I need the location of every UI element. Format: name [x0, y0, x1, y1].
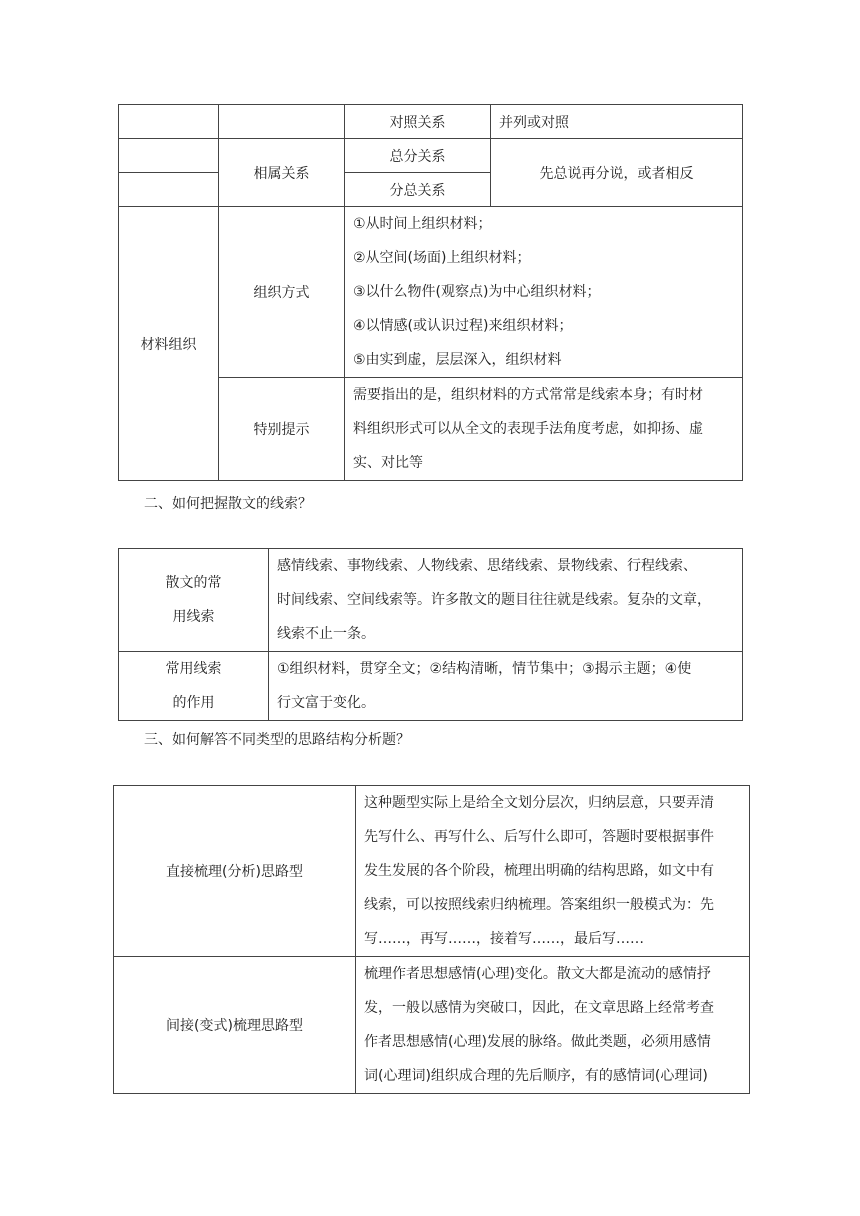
group-cell-top: [119, 105, 219, 139]
sub-cell-fenzong: 分总关系: [345, 173, 491, 207]
method-item: ②从空间(场面)上组织材料；: [353, 250, 531, 266]
group-cell-cailiao: 材料组织: [119, 207, 219, 481]
text-line: 线索不止一条。: [277, 626, 375, 642]
label-line: 散文的常: [165, 575, 222, 591]
method-item: ③以什么物件(观察点)为中心组织材料；: [353, 284, 601, 300]
clue-function-text: [269, 652, 743, 721]
group-cell-top-cont: [119, 139, 219, 173]
empty-mid-cell: [219, 105, 345, 139]
material-organization-table: [118, 104, 743, 481]
label-cell-indirect: 间接(变式)梳理思路型: [114, 957, 356, 1094]
text-line: 发，一般以感情为突破口，因此，在文章思路上经常考查: [364, 1000, 714, 1016]
text-line: ①组织材料，贯穿全文；②结构清晰，情节集中；③揭示主题；④使: [277, 661, 692, 677]
indirect-type-text: [356, 957, 750, 1094]
mid-cell-xiangshu: 相属关系: [219, 139, 345, 207]
desc-cell-duizhao: 并列或对照: [491, 105, 743, 139]
text-line: 感情线索、事物线索、人物线索、思绪线索、景物线索、行程线索、: [277, 558, 697, 574]
special-note-text: [345, 378, 743, 481]
sub-cell-zongfen: 总分关系: [345, 139, 491, 173]
group-cell-top-cont2: [119, 173, 219, 207]
method-item: ④以情感(或认识过程)来组织材料；: [353, 318, 573, 334]
text-line: 线索，可以按照线索归纳梳理。答案组织一般模式为：先: [364, 897, 714, 913]
common-clues-text: [269, 549, 743, 652]
label-cell-direct: 直接梳理(分析)思路型: [114, 786, 356, 957]
label-line: 用线索: [172, 609, 215, 625]
text-line: 料组织形式可以从全文的表现手法角度考虑，如抑扬、虚: [353, 421, 703, 437]
structure-analysis-table: [113, 785, 750, 1094]
organize-methods-list: [345, 207, 743, 378]
method-item: ⑤由实到虚，层层深入，组织材料: [353, 352, 562, 368]
section-heading-3: 三、如何解答不同类型的思路结构分析题？: [144, 732, 410, 748]
text-line: 作者思想感情(心理)发展的脉络。做此类题，必须用感情: [364, 1034, 711, 1050]
label-line: 常用线索: [165, 661, 222, 677]
text-line: 发生发展的各个阶段，梳理出明确的结构思路，如文中有: [364, 863, 714, 879]
text-line: 这种题型实际上是给全文划分层次，归纳层意，只要弄清: [364, 795, 714, 811]
method-item: ①从时间上组织材料；: [353, 216, 492, 232]
text-line: 实、对比等: [353, 455, 423, 471]
prose-clues-table: [118, 548, 743, 721]
mid-cell-tebie: 特别提示: [219, 378, 345, 481]
direct-type-text: [356, 786, 750, 957]
desc-cell-xiangshu: 先总说再分说，或者相反: [491, 139, 743, 207]
label-line: 的作用: [172, 695, 215, 711]
text-line: 写……，再写……，接着写……，最后写……: [364, 931, 644, 947]
text-line: 梳理作者思想感情(心理)变化。散文大都是流动的感情抒: [364, 966, 711, 982]
label-cell-common-clues: [119, 549, 269, 652]
mid-cell-zuzhi: 组织方式: [219, 207, 345, 378]
sub-cell-duizhao: 对照关系: [345, 105, 491, 139]
text-line: 行文富于变化。: [277, 695, 375, 711]
label-cell-clue-function: [119, 652, 269, 721]
text-line: 词(心理词)组织成合理的先后顺序，有的感情词(心理词): [364, 1068, 708, 1084]
section-heading-2: 二、如何把握散文的线索？: [144, 496, 312, 512]
text-line: 先写什么、再写什么、后写什么即可，答题时要根据事件: [364, 829, 714, 845]
text-line: 时间线索、空间线索等。许多散文的题目往往就是线索。复杂的文章，: [277, 592, 711, 608]
text-line: 需要指出的是，组织材料的方式常常是线索本身；有时材: [353, 387, 703, 403]
